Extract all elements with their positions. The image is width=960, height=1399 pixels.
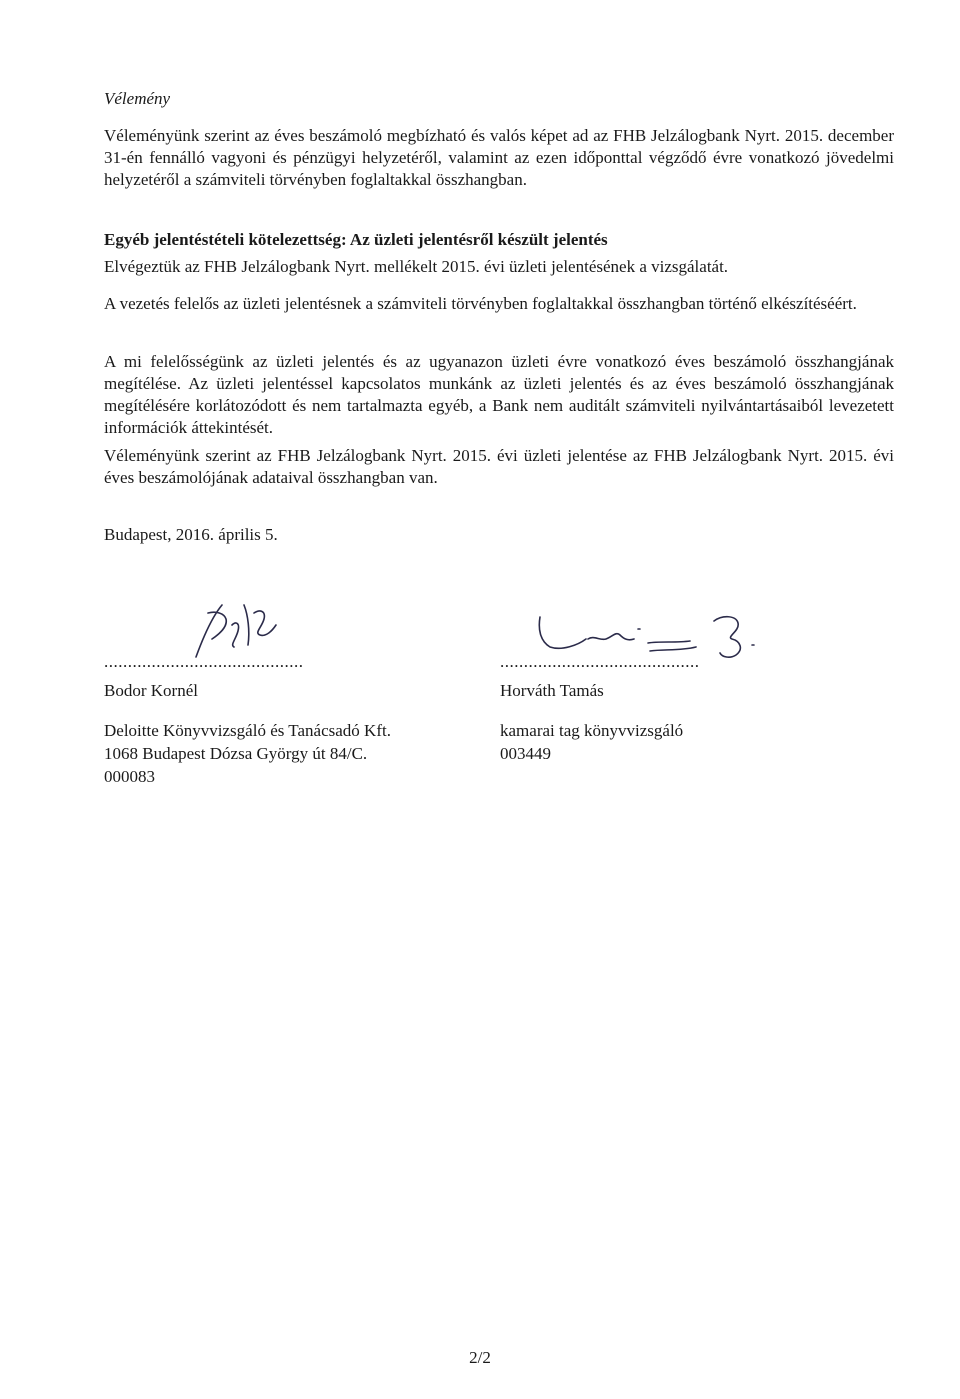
- signatory-right-details: [500, 719, 683, 765]
- date-place: Budapest, 2016. április 5.: [104, 525, 278, 544]
- signatory-right-title: kamarai tag könyvvizsgáló: [500, 721, 684, 740]
- other-reporting-heading: Egyéb jelentéstételi kötelezettség: Az üzleti jelentésről készült jelentés: [104, 230, 608, 249]
- page-number: 2/2: [469, 1348, 491, 1367]
- paragraph-management-responsibility: A vezetés felelős az üzleti jelentésnek a számviteli törvényben foglaltakkal összhangban történő elkészítéséért.: [104, 294, 857, 313]
- signatory-left-name: Bodor Kornél: [104, 681, 198, 700]
- signatory-left-details: [104, 719, 391, 788]
- paragraph-conclusion: Véleményünk szerint az FHB Jelzálogbank Nyrt. 2015. évi üzleti jelentése az FHB Jelzálogbank Nyrt. 2015. évi éves beszámolójának adataival összhangban van.: [104, 446, 894, 487]
- signatory-left-firm: Deloitte Könyvvizsgáló és Tanácsadó Kft.: [104, 721, 391, 740]
- signature-line-right: ..........................................: [500, 652, 700, 671]
- signatory-left-address: 1068 Budapest Dózsa György út 84/C.: [104, 744, 368, 763]
- opinion-heading: Vélemény: [104, 89, 171, 108]
- opinion-paragraph: Véleményünk szerint az éves beszámoló megbízható és valós képet ad az FHB Jelzálogbank Nyrt. 2015. december 31-én fennálló vagyoni és pénzügyi helyzetéről, valamint az ezen időponttal végződő évre vonatkozó jövedelmi helyzetéről a számviteli törvényben foglaltakkal összhangban.: [104, 126, 894, 189]
- paragraph-examination: Elvégeztük az FHB Jelzálogbank Nyrt. mellékelt 2015. évi üzleti jelentésének a vizsgálatát.: [104, 257, 729, 276]
- signatory-left-registration: 000083: [104, 767, 155, 786]
- signatory-right-registration: 003449: [500, 744, 551, 763]
- paragraph-auditor-responsibility: A mi felelősségünk az üzleti jelentés és az ugyanazon üzleti évre vonatkozó éves beszámoló összhangjának megítélése. Az üzleti jelentéssel kapcsolatos munkánk az üzleti jelentés és az éves beszámoló összhangjának megítélésére korlátozódott és nem tartalmazta egyéb, a Bank nem auditált számviteli nyilvántartásaiból levezetett információk áttekintését.: [104, 352, 894, 437]
- signature-line-left: ..........................................: [104, 652, 304, 671]
- signatory-right-name: Horváth Tamás: [500, 681, 604, 700]
